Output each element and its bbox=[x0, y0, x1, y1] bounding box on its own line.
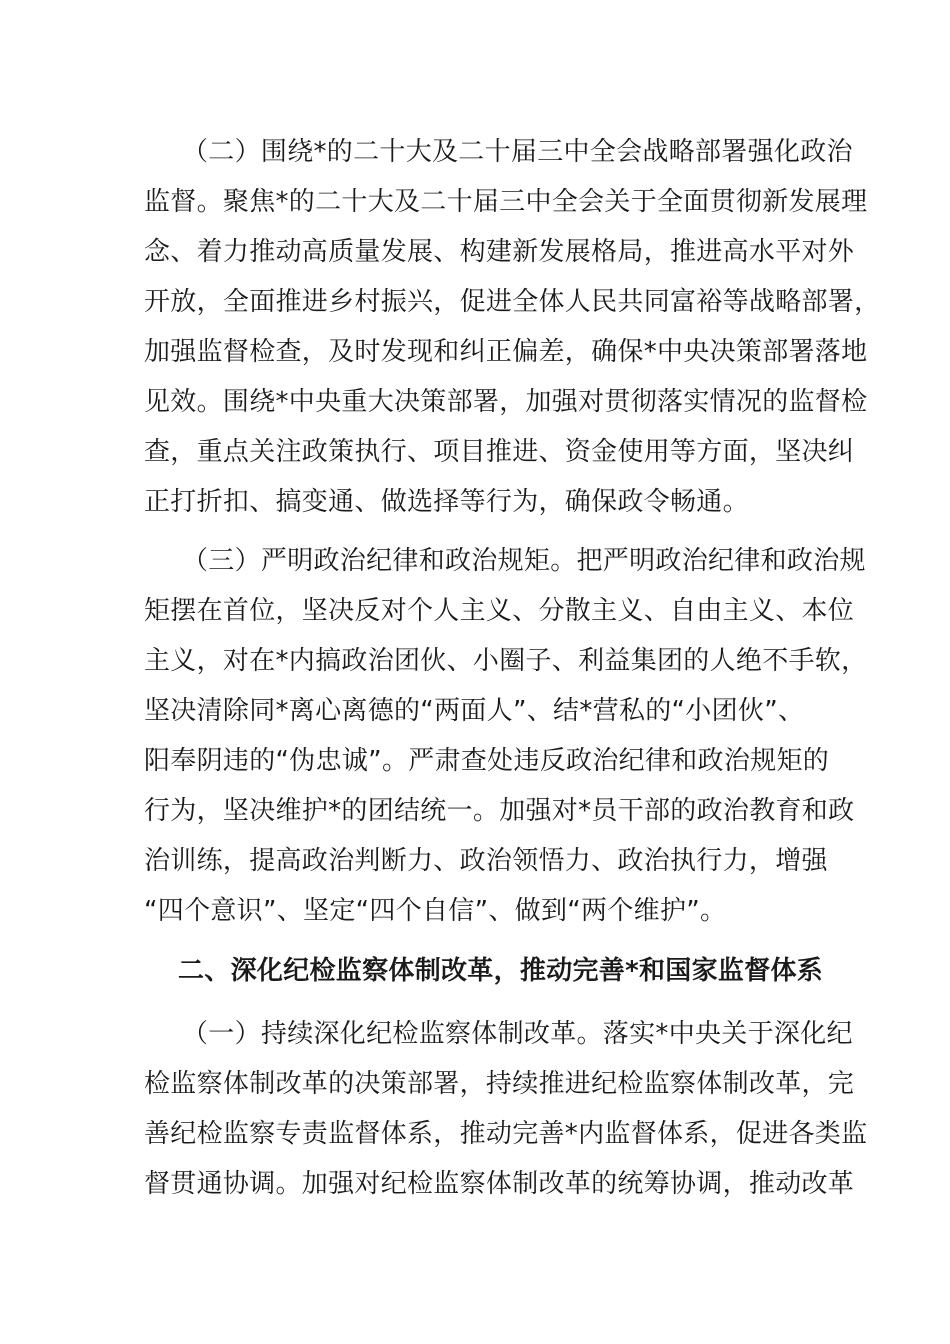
text-line: 监督。聚焦*的二十大及二十届三中全会关于全面贯彻新发展理 bbox=[144, 187, 868, 217]
text-line: 念、着力推动高质量发展、构建新发展格局，推进高水平对外 bbox=[144, 237, 855, 267]
text-line: （三）严明政治纪律和政治规矩。把严明政治纪律和政治规 bbox=[182, 546, 866, 576]
text-line: （二）围绕*的二十大及二十届三中全会战略部署强化政治 bbox=[182, 137, 853, 167]
text-line: 查，重点关注政策执行、项目推进、资金使用等方面，坚决纠 bbox=[144, 437, 855, 467]
text-line: 主义，对在*内搞政治团伙、小圈子、利益集团的人绝不手软， bbox=[144, 646, 868, 676]
text-line: 阳奉阴违的“伪忠诚”。严肃查处违反政治纪律和政治规矩的 bbox=[144, 746, 830, 776]
text-line: 见效。围绕*中央重大决策部署，加强对贯彻落实情况的监督检 bbox=[144, 387, 868, 417]
text-line: 开放，全面推进乡村振兴，促进全体人民共同富裕等战略部署， bbox=[144, 287, 881, 317]
text-line: 行为，坚决维护*的团结统一。加强对*员干部的政治教育和政 bbox=[144, 796, 855, 826]
text-line: 治训练，提高政治判断力、政治领悟力、政治执行力，增强 bbox=[144, 846, 828, 876]
text-line: 加强监督检查，及时发现和纠正偏差，确保*中央决策部署落地 bbox=[144, 337, 868, 367]
text-line: 矩摆在首位，坚决反对个人主义、分散主义、自由主义、本位 bbox=[144, 596, 855, 626]
text-line: 坚决清除同*离心离德的“两面人”、结*营私的“小团伙”、 bbox=[144, 696, 805, 726]
text-line: 正打折扣、搞变通、做选择等行为，确保政令畅通。 bbox=[144, 487, 749, 517]
text-line: 检监察体制改革的决策部署，持续推进纪检监察体制改革，完 bbox=[144, 1069, 855, 1099]
text-line: （一）持续深化纪检监察体制改革。落实*中央关于深化纪 bbox=[182, 1019, 853, 1049]
section-heading: 二、深化纪检监察体制改革，推动完善*和国家监督体系 bbox=[178, 956, 824, 986]
text-line: 善纪检监察专责监督体系，推动完善*内监督体系，促进各类监 bbox=[144, 1119, 868, 1149]
text-line: 督贯通协调。加强对纪检监察体制改革的统筹协调，推动改革 bbox=[144, 1169, 855, 1199]
text-line: “四个意识”、坚定“四个自信”、做到“两个维护”。 bbox=[144, 896, 727, 926]
